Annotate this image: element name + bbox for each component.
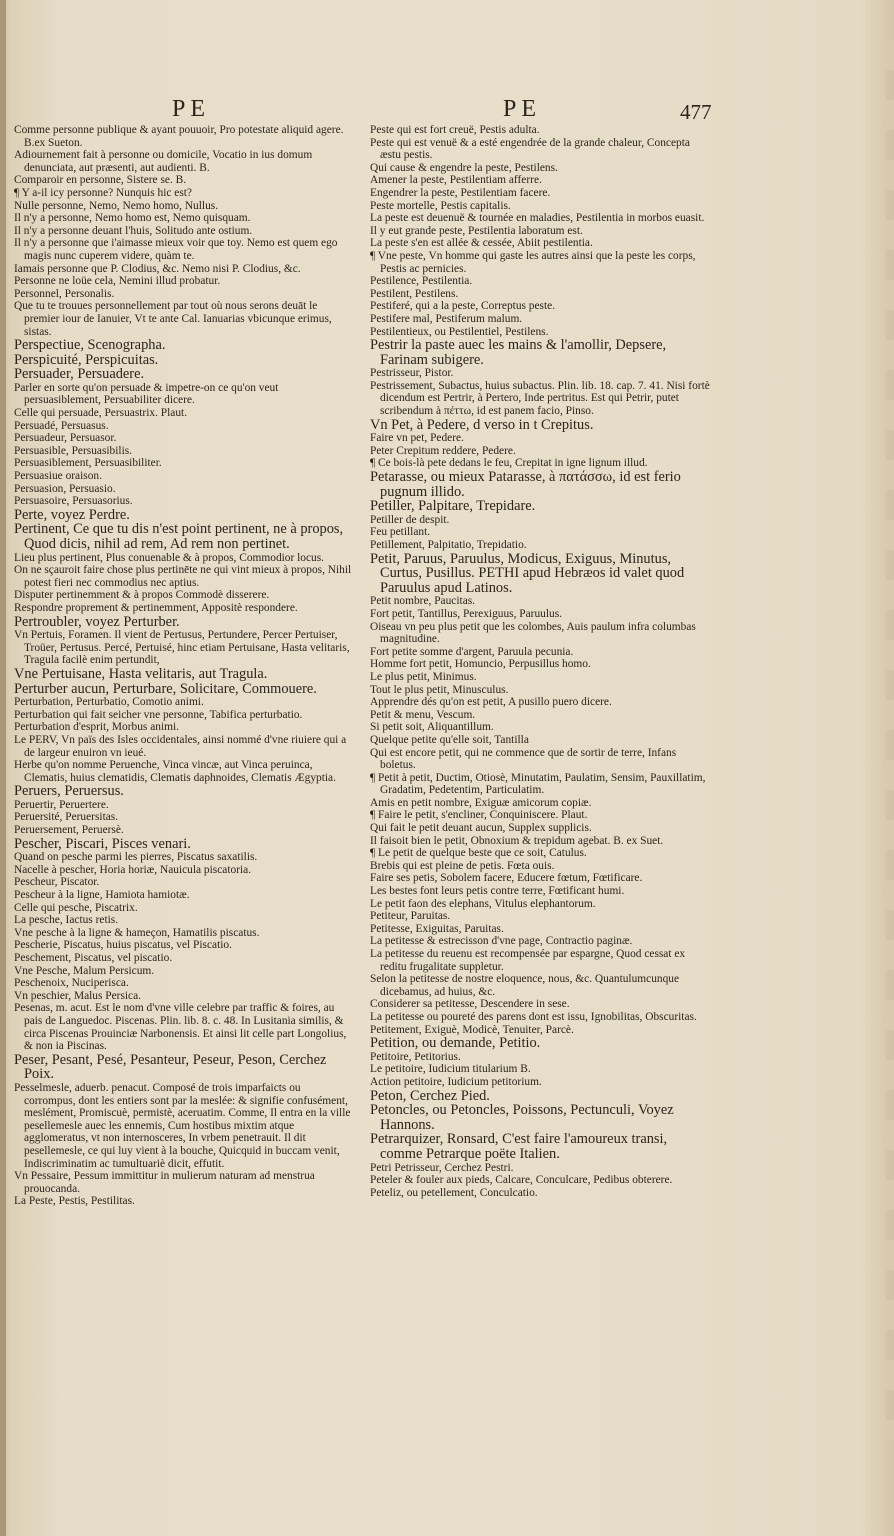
dictionary-entry: Pesenas, m. acut. Est le nom d'vne ville celebre par traffic & foires, au pais de Languedoc. Piscenas. Plin. lib. 8. c. 48. In Lusitania similis, & circa Piscenas Prouinciæ Narbonensis. Et ainsi lit celle part Longolius, & non ia Piscinas. (14, 1002, 347, 1053)
dictionary-entry: Peste qui est venuë & a esté engendrée de la grande chaleur, Concepta æstu pestis. (370, 136, 690, 162)
left-column (14, 124, 354, 1208)
page-edge (886, 40, 894, 1440)
dictionary-entry: Il n'y a personne que i'aimasse mieux voir que toy. Nemo est quem ego magis nunc cuperem videre, quàm te. (14, 237, 338, 262)
dictionary-entry: Perspicuité, Perspicuitas. (14, 352, 159, 368)
dictionary-entry: Peton, Cerchez Pied. (370, 1088, 490, 1104)
dictionary-entry: Vn Pet, à Pedere, d verso in t Crepitus. (370, 417, 594, 433)
dictionary-entry: Pestrissement, Subactus, huius subactus. Plin. lib. 18. cap. 7. 41. Nisi fortè dicendum est Pertrir, à Pertero, Inde pertritus. Est qui Petrir, putet scribendum à πέττω, id est panem facio, Pinso. (370, 379, 710, 418)
page-gutter (0, 0, 6, 1536)
right-column (370, 124, 710, 1199)
dictionary-entry: ¶ Vne peste, Vn homme qui gaste les autres ainsi que la peste les corps, Pestis ac pernicies. (370, 249, 696, 275)
dictionary-entry: Personne ne loüe cela, Nemini illud probatur. (14, 275, 221, 288)
dictionary-entry: Pescherie, Piscatus, huius piscatus, vel Piscatio. (14, 939, 232, 952)
dictionary-entry: Perturber aucun, Perturbare, Solicitare, Commouere. (14, 681, 317, 697)
dictionary-entry: Homme fort petit, Homuncio, Perpusillus homo. (370, 658, 591, 671)
dictionary-entry: Peter Crepitum reddere, Pedere. (370, 444, 516, 457)
dictionary-entry: Pescher, Piscari, Pisces venari. (14, 836, 191, 852)
dictionary-entry: Pertinent, Ce que tu dis n'est point pertinent, ne à propos, Quod dicis, nihil ad rem, Ad rem non pertinet. (14, 522, 344, 552)
dictionary-entry: Le plus petit, Minimus. (370, 670, 477, 683)
dictionary-entry: Quand on pesche parmi les pierres, Piscatus saxatilis. (14, 851, 258, 864)
dictionary-entry: Pestilent, Pestilens. (370, 287, 459, 300)
dictionary-entry: Action petitoire, Iudicium petitorium. (370, 1075, 542, 1088)
dictionary-entry: Perturbation qui fait seicher vne personne, Tabifica perturbatio. (14, 708, 303, 721)
dictionary-entry: Vn peschier, Malus Persica. (14, 989, 142, 1002)
dictionary-entry: Vne Pesche, Malum Persicum. (14, 964, 155, 977)
dictionary-entry: Qui fait le petit deuant aucun, Supplex supplicis. (370, 822, 592, 835)
dictionary-entry: Fort petit, Tantillus, Perexiguus, Paruulus. (370, 607, 562, 620)
dictionary-entry: Petitesse, Exiguitas, Paruitas. (370, 922, 504, 935)
dictionary-entry: Feu petillant. (370, 526, 431, 539)
dictionary-entry: Peruers, Peruersus. (14, 784, 124, 799)
dictionary-entry: Qui est encore petit, qui ne commence que de sortir de terre, Infans boletus. (370, 746, 677, 772)
dictionary-entry: Petit nombre, Paucitas. (370, 595, 476, 608)
dictionary-entry: Persuasiblement, Persuasibiliter. (14, 457, 162, 470)
dictionary-entry: Perturbation, Perturbatio, Comotio animi. (14, 696, 204, 709)
dictionary-entry: Perturbation d'esprit, Morbus animi. (14, 721, 179, 734)
dictionary-entry: Que tu te trouues personnellement par tout où nous serons deuāt le premier iour de Ianuier, Vt te ante Cal. Ianuarias vbicunque erimus, sistas. (14, 300, 332, 338)
dictionary-entry: Vn Pessaire, Pessum immittitur in mulierum naturam ad menstrua prouocanda. (14, 1170, 315, 1195)
dictionary-entry: Adiournement fait à personne ou domicile, Vocatio in ius domum denunciata, aut præsenti, aut audienti. B. (14, 149, 313, 174)
dictionary-entry: Pertroubler, voyez Perturber. (14, 614, 180, 630)
dictionary-entry: Comme personne publique & ayant pouuoir, Pro potestate aliquid agere. B.ex Sueton. (14, 124, 344, 149)
dictionary-entry: Amis en petit nombre, Exiguæ amicorum copiæ. (370, 796, 592, 809)
dictionary-entry: ¶ Y a-il icy personne? Nunquis hic est? (14, 186, 192, 199)
dictionary-entry: ¶ Petit à petit, Ductim, Otiosè, Minutatim, Paulatim, Sensim, Pauxillatim, Gradatim, Pedetentim, Particulatim. (370, 771, 706, 797)
dictionary-entry: Lieu plus pertinent, Plus conuenable & à propos, Commodior locus. (14, 551, 325, 564)
dictionary-entry: Petarasse, ou mieux Patarasse, à πατάσσω, id est ferio pugnum illido. (370, 470, 681, 500)
dictionary-entry: Petitement, Exiguè, Modicè, Tenuiter, Parcè. (370, 1023, 574, 1036)
dictionary-entry: ¶ Le petit de quelque beste que ce soit, Catulus. (370, 847, 587, 860)
dictionary-entry: Comparoir en personne, Sistere se. B. (14, 174, 187, 187)
dictionary-entry: Persuadeur, Persuasor. (14, 432, 117, 445)
dictionary-entry: Peser, Pesant, Pesé, Pesanteur, Peseur, Peson, Cerchez Poix. (14, 1052, 327, 1082)
dictionary-entry: Pestrisseur, Pistor. (370, 367, 454, 380)
dictionary-entry: Personnel, Personalis. (14, 287, 115, 300)
dictionary-entry: Petition, ou demande, Petitio. (370, 1036, 541, 1051)
dictionary-entry: Peschement, Piscatus, vel piscatio. (14, 952, 173, 964)
dictionary-entry: Les bestes font leurs petis contre terre, Fœtificant humi. (370, 885, 625, 898)
dictionary-entry: Peteliz, ou petellement, Conculcatio. (370, 1186, 538, 1199)
dictionary-entry: Peruertir, Peruertere. (14, 798, 109, 811)
dictionary-entry: Apprendre dés qu'on est petit, A pusillo puero dicere. (370, 696, 612, 709)
dictionary-entry: Qui cause & engendre la peste, Pestilens. (370, 161, 558, 174)
dictionary-entry: Peste qui est fort creuë, Pestis adulta. (370, 124, 540, 136)
running-head-left: PE (172, 96, 211, 122)
dictionary-entry: ¶ Faire le petit, s'encliner, Conquiniscere. Plaut. (370, 809, 588, 822)
dictionary-entry: Pestiferé, qui a la peste, Correptus peste. (370, 300, 556, 313)
dictionary-entry: Parler en sorte qu'on persuade & impetre-on ce qu'on veut persuasiblement, Persuabiliter dicere. (14, 381, 279, 407)
running-head-right: PE (503, 96, 542, 122)
dictionary-entry: Herbe qu'on nomme Peruenche, Vinca vincæ, aut Vinca peruinca, Clematis, huius clematidis, Clematis daphnoides, Clematis Ægyptia. (14, 759, 336, 784)
dictionary-entry: Selon la petitesse de nostre eloquence, nous, &c. Quantulumcunque dicebamus, ad huius, &c. (370, 973, 680, 998)
dictionary-entry: La peste s'en est allée & cessée, Abiit pestilentia. (370, 237, 593, 250)
dictionary-entry: Pestilence, Pestilentia. (370, 275, 473, 288)
dictionary-entry: Engendrer la peste, Pestilentiam facere. (370, 186, 551, 199)
dictionary-entry: Si petit soit, Aliquantillum. (370, 721, 494, 734)
dictionary-entry: Persuader, Persuadere. (14, 367, 145, 382)
dictionary-entry: Fort petite somme d'argent, Paruula pecunia. (370, 645, 574, 658)
dictionary-entry: Persuasion, Persuasio. (14, 482, 116, 495)
dictionary-entry: Tout le plus petit, Minusculus. (370, 683, 509, 696)
dictionary-entry: Il n'y a personne deuant l'huis, Solitudo ante ostium. (14, 224, 253, 237)
dictionary-entry: Celle qui persuade, Persuastrix. Plaut. (14, 407, 188, 420)
dictionary-entry: La petitesse ou poureté des parens dont est issu, Ignobilitas, Obscuritas. (370, 1010, 697, 1023)
dictionary-entry: Persuasoire, Persuasorius. (14, 495, 133, 508)
dictionary-entry: Peste mortelle, Pestis capitalis. (370, 199, 511, 212)
dictionary-entry: Il faisoit bien le petit, Obnoxium & trepidum agebat. B. ex Suet. (370, 834, 664, 847)
dictionary-entry: Peteler & fouler aux pieds, Calcare, Conculcare, Pedibus obterere. (370, 1174, 673, 1187)
dictionary-entry: La petitesse & estrecisson d'vne page, Contractio paginæ. (370, 935, 633, 948)
dictionary-entry: La petitesse du reuenu est recompensée par espargne, Quod cessat ex reditu frugalitate suppletur. (370, 948, 686, 973)
dictionary-entry: Petit & menu, Vescum. (370, 708, 476, 721)
dictionary-entry: Perte, voyez Perdre. (14, 507, 130, 523)
dictionary-entry: Persuasible, Persuasibilis. (14, 444, 133, 457)
dictionary-entry: La Peste, Pestis, Pestilitas. (14, 1195, 135, 1208)
dictionary-entry: Petitoire, Petitorius. (370, 1050, 461, 1063)
dictionary-entry: Petillement, Palpitatio, Trepidatio. (370, 539, 527, 551)
dictionary-entry: Il y eut grande peste, Pestilentia laboratum est. (370, 224, 583, 237)
dictionary-entry: Petiller de despit. (370, 513, 450, 526)
dictionary-entry: Peruersité, Peruersitas. (14, 811, 119, 824)
dictionary-entry: Respondre proprement & pertinemment, Appositè respondere. (14, 601, 298, 614)
dictionary-entry: Pestifere mal, Pestiferum malum. (370, 312, 523, 325)
dictionary-entry: Peschenoix, Nuciperisca. (14, 977, 129, 990)
dictionary-entry: Le petitoire, Iudicium titularium B. (370, 1063, 531, 1076)
dictionary-entry: Pestrir la paste auec les mains & l'amollir, Depsere, Farinam subigere. (370, 338, 667, 368)
dictionary-entry: La peste est deuenuë & tournée en maladies, Pestilentia in morbos euasit. (370, 212, 705, 225)
dictionary-entry: On ne sçauroit faire chose plus pertinēte ne qui vint mieux à propos, Nihil potest fieri nec commodius nec aptius. (14, 564, 352, 589)
dictionary-entry: Le PERV, Vn païs des Isles occidentales, ainsi nommé d'vne riuiere qui a de largeur enuiron vn ieué. (14, 733, 347, 759)
dictionary-entry: Brebis qui est pleine de petis. Fœta ouis. (370, 859, 555, 872)
dictionary-entry: Oiseau vn peu plus petit que les colombes, Auis paulum infra columbas magnitudine. (370, 620, 696, 646)
dictionary-entry: Amener la peste, Pestilentiam afferre. (370, 174, 542, 187)
dictionary-entry: Petrarquizer, Ronsard, C'est faire l'amoureux transi, comme Petrarque poëte Italien. (370, 1132, 668, 1162)
dictionary-entry: Quelque petite qu'elle soit, Tantilla (370, 733, 529, 746)
dictionary-entry: Petiller, Palpitare, Trepidare. (370, 499, 536, 514)
dictionary-entry: Iamais personne que P. Clodius, &c. Nemo nisi P. Clodius, &c. (14, 262, 301, 275)
dictionary-entry: Considerer sa petitesse, Descendere in sese. (370, 998, 570, 1011)
dictionary-entry: Petit, Paruus, Paruulus, Modicus, Exiguus, Minutus, Curtus, Pusillus. PETHI apud Hebræos id valet quod Paruulus apud Latinos. (370, 551, 685, 596)
dictionary-entry: Pescheur, Piscator. (14, 876, 100, 889)
dictionary-entry: Nacelle à pescher, Horia horiæ, Nauicula piscatoria. (14, 863, 252, 876)
dictionary-entry: Le petit faon des elephans, Vitulus elephantorum. (370, 897, 596, 910)
dictionary-entry: Petri Petrisseur, Cerchez Pestri. (370, 1161, 514, 1174)
dictionary-entry: La pesche, Iactus retis. (14, 914, 119, 927)
dictionary-entry: Peruersement, Peruersè. (14, 824, 124, 837)
dictionary-entry: Celle qui pesche, Piscatrix. (14, 901, 138, 914)
dictionary-entry: Pescheur à la ligne, Hamiota hamiotæ. (14, 889, 190, 902)
dictionary-entry: Perspectiue, Scenographa. (14, 338, 166, 353)
dictionary-entry: Nulle personne, Nemo, Nemo homo, Nullus. (14, 199, 219, 212)
dictionary-entry: Petoncles, ou Petoncles, Poissons, Pectunculi, Voyez Hannons. (370, 1103, 674, 1133)
dictionary-entry: Persuasiue oraison. (14, 470, 102, 483)
dictionary-entry: Pesselmesle, aduerb. penacut. Composé de trois imparfaicts ou corrompus, dont les entiers sont par la meslée: & signifie confusément, meslément, Promiscuè, permistè, aceruatim. Comme, Il entra en la ville pesellemesle auec les ennemis, Cum hostibus mixtim atque agglomeratus, vt non internosceres, In vrbem penetrauit. Il dit pesellemesle, ce qui luy vient à la bouche, Quicquid in buccam venit, Indiscriminatim ac tumultuariè dicit, effutit. (14, 1081, 351, 1170)
dictionary-entry: Faire ses petis, Sobolem facere, Educere fœtum, Fœtificare. (370, 872, 643, 885)
dictionary-entry: Faire vn pet, Pedere. (370, 432, 464, 445)
dictionary-entry: Petiteur, Paruitas. (370, 910, 451, 923)
dictionary-entry: Vne Pertuisane, Hasta velitaris, aut Tragula. (14, 666, 268, 682)
dictionary-entry: Vne pesche à la ligne & hameçon, Hamatilis piscatus. (14, 926, 260, 939)
dictionary-entry: Pestilentieux, ou Pestilentiel, Pestilens. (370, 325, 549, 338)
dictionary-entry: Disputer pertinemment & à propos Commodè disserere. (14, 589, 270, 602)
dictionary-entry: Persuadé, Persuasus. (14, 419, 109, 432)
dictionary-entry: Vn Pertuis, Foramen. Il vient de Pertusus, Pertundere, Percer Pertuiser, Troüer, Pertusus. Percé, Pertuisé, hinc etiam Pertuisane, Hasta velitaris, Tragula facilè enim pertundit, (14, 629, 350, 667)
dictionary-entry: ¶ Ce bois-là pete dedans le feu, Crepitat in igne lignum illud. (370, 457, 648, 470)
dictionary-entry: Il n'y a personne, Nemo homo est, Nemo quisquam. (14, 212, 251, 225)
page-number: 477 (680, 100, 712, 124)
